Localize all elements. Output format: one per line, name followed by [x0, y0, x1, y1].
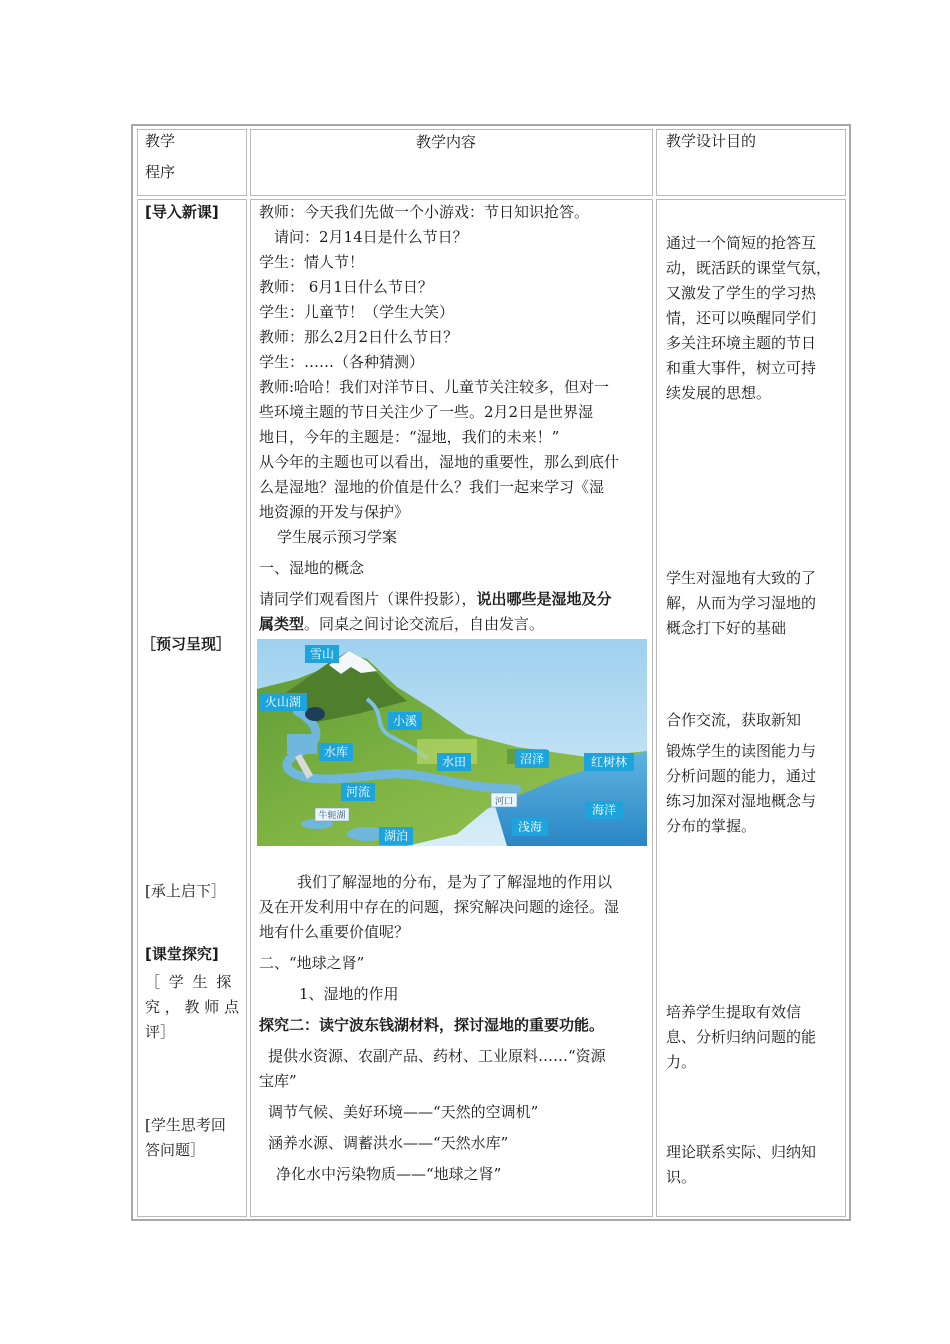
- content-line: [259, 612, 544, 637]
- volcano-lake: [305, 707, 325, 721]
- instruction-emphasis: 属类型: [259, 615, 305, 633]
- content-line: 学生：儿童节！（学生大笑）: [259, 303, 455, 321]
- map-label-snow: [305, 645, 339, 663]
- function-line: 净化水中污染物质——“地球之肾”: [276, 1165, 502, 1183]
- svg-text:浅海: 浅海: [517, 820, 543, 834]
- map-label-volcano: [259, 693, 307, 711]
- svg-text:河流: 河流: [345, 785, 371, 799]
- purpose-line: 练习加深对湿地概念与: [666, 792, 817, 810]
- stage-transition: [承上启下］: [145, 882, 226, 900]
- function-line: 提供水资源、农副产品、药材、工业原料……“资源: [268, 1047, 606, 1065]
- header-content: 教学内容: [416, 133, 477, 151]
- content-line: 学生展示预习学案: [277, 528, 398, 546]
- content-line: 学生：情人节！: [259, 253, 365, 271]
- content-line: 么是湿地？湿地的价值是什么？我们一起来学习《湿: [259, 478, 605, 496]
- purpose-line: 解，从而为学习湿地的: [666, 594, 817, 612]
- content-line: 及在开发利用中存在的问题，探究解决问题的途径。湿: [259, 898, 620, 916]
- svg-text:海洋: 海洋: [591, 803, 617, 817]
- svg-text:水库: 水库: [323, 745, 349, 759]
- purpose-line: 培养学生提取有效信: [666, 1003, 802, 1021]
- section-2-title: 二、“地球之肾”: [259, 954, 365, 972]
- purpose-line: 理论联系实际、归纳知: [666, 1143, 817, 1161]
- svg-text:沼泽: 沼泽: [519, 752, 545, 766]
- map-label-reservoir: [319, 743, 353, 761]
- instruction-text: 。同桌之间讨论交流后，自由发言。: [304, 615, 545, 633]
- purpose-line: 和重大事件，树立可持: [666, 359, 817, 377]
- content-line: 些环境主题的节日关注少了一些。2月2日是世界湿: [259, 403, 594, 421]
- map-label-lake: [379, 827, 413, 845]
- header-purpose: 教学设计目的: [666, 132, 757, 150]
- svg-text:河口: 河口: [494, 797, 514, 807]
- svg-text:红树林: 红树林: [590, 755, 628, 769]
- function-line: 宝库”: [259, 1072, 297, 1090]
- header-program-l1: 教学: [145, 132, 176, 150]
- content-line: 地日，今年的主题是：“湿地，我们的未来！”: [259, 428, 560, 446]
- body-cell-program: [137, 199, 247, 1217]
- wetland-map: [257, 639, 647, 846]
- content-line: 从今年的主题也可以看出，湿地的重要性，那么到底什: [259, 453, 620, 471]
- purpose-line: 通过一个简短的抢答互: [666, 234, 817, 252]
- section-2-sub: 1、湿地的作用: [299, 985, 399, 1003]
- content-line: 我们了解湿地的分布，是为了了解湿地的作用以: [297, 873, 613, 891]
- svg-text:雪山: 雪山: [309, 647, 335, 661]
- content-line: 地有什么重要价值呢？: [259, 923, 410, 941]
- map-label-marsh: [515, 750, 549, 768]
- function-line: 涵养水源、调蓄洪水——“天然水库”: [268, 1134, 509, 1152]
- content-line: 教师：那么2月2日什么节日？: [259, 328, 459, 346]
- svg-text:牛轭湖: 牛轭湖: [318, 811, 346, 821]
- map-label-shallow: [512, 818, 548, 836]
- map-label-mangrove: [584, 753, 634, 771]
- content-line: 地资源的开发与保护》: [259, 503, 410, 521]
- stage-explore-note-2: 究 ， 教 师 点: [145, 998, 240, 1016]
- purpose-line: 力。: [666, 1053, 697, 1071]
- purpose-line: 锻炼学生的读图能力与: [666, 742, 817, 760]
- section-1-title: 一、湿地的概念: [259, 559, 365, 577]
- map-label-paddy: [437, 753, 471, 771]
- instruction-emphasis: 说出哪些是湿地及分: [476, 590, 612, 608]
- stage-explore: [课堂探究]: [145, 945, 219, 963]
- purpose-line: 概念打下好的基础: [666, 619, 787, 637]
- map-label-ocean: [585, 801, 623, 819]
- svg-text:火山湖: 火山湖: [264, 695, 302, 709]
- purpose-line: 识。: [666, 1168, 697, 1186]
- content-line: [259, 587, 612, 612]
- purpose-line: 又激发了学生的学习热: [666, 284, 817, 302]
- purpose-line: 分布的掌握。: [666, 817, 757, 835]
- stage-think-1: [学生思考回: [145, 1116, 226, 1134]
- purpose-line: 续发展的思想。: [666, 384, 772, 402]
- svg-text:湖泊: 湖泊: [383, 829, 409, 843]
- reservoir-water: [287, 734, 317, 754]
- map-label-oxbow: [315, 808, 349, 821]
- purpose-line: 学生对湿地有大致的了: [666, 569, 817, 587]
- content-line: 教师： 6月1日什么节日？: [259, 278, 433, 296]
- content-line: 请问：2月14日是什么节日？: [274, 228, 468, 246]
- map-label-stream: [388, 712, 422, 730]
- map-label-river: [341, 783, 375, 801]
- instruction-text: 请同学们观看图片（课件投影），: [259, 590, 477, 608]
- purpose-line: 息、分析归纳问题的能: [666, 1028, 817, 1046]
- content-line: 教师:哈哈！我们对洋节日、儿童节关注较多，但对一: [259, 378, 610, 396]
- svg-text:小溪: 小溪: [392, 714, 418, 728]
- stage-explore-note-1: ［ 学 生 探: [145, 973, 234, 991]
- purpose-line: 动，既活跃的课堂气氛，: [666, 259, 832, 277]
- inquiry-title: 探究二：读宁波东钱湖材料，探讨湿地的重要功能。: [259, 1016, 605, 1034]
- purpose-line: 情，还可以唤醒同学们: [666, 309, 817, 327]
- stage-explore-note-3: 评］: [145, 1023, 176, 1041]
- content-line: 学生：……（各种猜测）: [259, 353, 425, 371]
- stage-think-2: 答问题］: [145, 1141, 206, 1159]
- header-program-l2: 程序: [145, 163, 176, 181]
- purpose-line: 合作交流，获取新知: [666, 711, 802, 729]
- svg-text:水田: 水田: [441, 755, 467, 769]
- purpose-line: 多关注环境主题的节日: [666, 334, 817, 352]
- stage-intro: [导入新课]: [145, 203, 219, 221]
- function-line: 调节气候、美好环境——“天然的空调机”: [268, 1103, 539, 1121]
- content-line: 教师：今天我们先做一个小游戏：节日知识抢答。: [259, 203, 590, 221]
- stage-preview: ［预习呈现］: [141, 635, 232, 653]
- map-label-estuary: [491, 793, 517, 807]
- purpose-line: 分析问题的能力，通过: [666, 767, 817, 785]
